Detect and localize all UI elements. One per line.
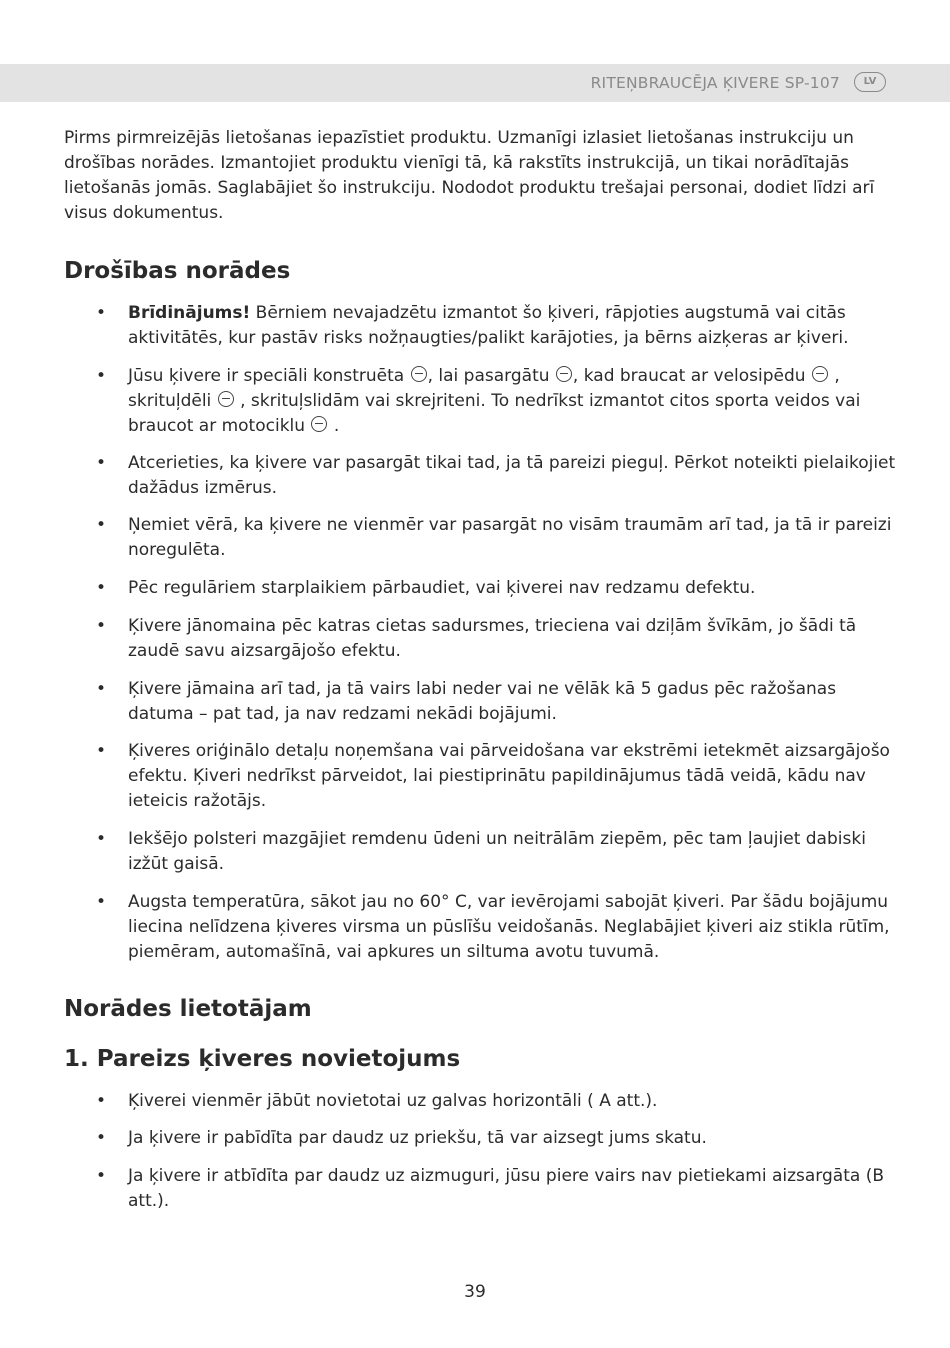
bicycle-helmet-icon (411, 366, 427, 382)
list-item (96, 513, 896, 563)
warning-label: Brīdinājums! (128, 303, 251, 323)
intro-paragraph: Pirms pirmreizējās lietošanas iepazīstiet produktu. Uzmanīgi izlasiet lietošanas instrukciju un drošības norādes. Izmantojiet produktu vienīgi tā, kā rakstīts instrukcijā, un tikai norādītajās lietošanās jomās. Saglabājiet šo instrukciju. Nododot produktu trešajai personai, dodiet līdzi arī visus dokumentus. (64, 128, 875, 223)
item-text: Ja ķivere ir atbīdīta par daudz uz aizmuguri, jūsu piere vairs nav pietiekami aizsargāta (B att.). (128, 1166, 884, 1211)
list-item (96, 576, 896, 601)
item-text: Ķiverei vienmēr jābūt novietotai uz galvas horizontāli ( A att.). (128, 1091, 658, 1111)
item-text: , skrituļdēli (128, 366, 840, 411)
bullet: • (96, 741, 107, 761)
item-text: , kad braucat ar velosipēdu (572, 366, 811, 386)
bullet: • (96, 303, 107, 323)
bullet: • (96, 679, 107, 699)
item-text: , lai pasargātu (427, 366, 555, 386)
head-icon (556, 366, 572, 382)
list-item (96, 614, 896, 664)
bullet: • (96, 616, 107, 636)
list-item (96, 1089, 896, 1114)
list-item (96, 301, 896, 351)
bullet: • (96, 453, 107, 473)
running-header (0, 64, 950, 102)
item-text: Ņemiet vērā, ka ķivere ne vienmēr var pasargāt no visām traumām arī tad, ja tā ir pareizi noregulēta. (128, 515, 892, 560)
item-text: Bērniem nevajadzētu izmantot šo ķiveri, rāpjoties augstumā vai citās aktivitātēs, kur pastāv risks nožņaugties/palikt karājoties, ja bērns aizķeras ar ķiveri. (128, 303, 849, 348)
safety-heading: Drošības norādes (64, 258, 291, 284)
page-number: 39 (464, 1282, 486, 1302)
bullet: • (96, 1091, 107, 1111)
item-text: , skrituļslidām vai skrejriteni. To nedrīkst izmantot citos sporta veidos vai braucot ar motociklu (128, 391, 861, 436)
list-item (96, 451, 896, 501)
language-badge: LV (854, 72, 886, 92)
user-notes-heading: Norādes lietotājam (64, 996, 312, 1022)
item-text: Pēc regulāriem starplaikiem pārbaudiet, vai ķiverei nav redzamu defektu. (128, 578, 756, 598)
bullet: • (96, 515, 107, 535)
item-text: Ķiveres oriģinālo detaļu noņemšana vai pārveidošana var ekstrēmi ietekmēt aizsargājošo efektu. Ķiveri nedrīkst pārveidot, lai piestiprinātu papildinājumus tādā veidā, kādu nav ieteicis ražotājs. (128, 741, 890, 811)
item-text: . (328, 416, 340, 436)
cyclist-icon (812, 366, 828, 382)
item-text: Augsta temperatūra, sākot jau no 60° C, var ievērojami sabojāt ķiveri. Par šādu bojājumu liecina nelīdzena ķiveres virsma un pūslīšu veidošanās. Neglabājiet ķiveri aiz stikla rūtīm, piemēram, automašīnā, vai apkures un siltuma avotu tuvumā. (128, 892, 890, 962)
list-item (96, 890, 896, 965)
section-1-heading: 1. Pareizs ķiveres novietojums (64, 1046, 461, 1072)
bullet: • (96, 578, 107, 598)
list-item (96, 1126, 896, 1151)
list-item (96, 827, 896, 877)
bullet: • (96, 366, 107, 386)
item-text: Atcerieties, ka ķivere var pasargāt tikai tad, ja tā pareizi pieguļ. Pērkot noteikti pielaikojiet dažādus izmērus. (128, 453, 896, 498)
item-text: Ķivere jānomaina pēc katras cietas sadursmes, trieciena vai dziļām švīkām, jo šādi tā zaudē savu aizsargājošo efektu. (128, 616, 857, 661)
item-text: Ja ķivere ir pabīdīta par daudz uz priekšu, tā var aizsegt jums skatu. (128, 1128, 707, 1148)
item-text: Jūsu ķivere ir speciāli konstruēta (128, 366, 410, 386)
skateboard-icon (218, 391, 234, 407)
item-text: Iekšējo polsteri mazgājiet remdenu ūdeni un neitrālām ziepēm, pēc tam ļaujiet dabiski izžūt gaisā. (128, 829, 866, 874)
header-title: RITEŅBRAUCĒJA ĶIVERE SP-107 (590, 74, 840, 92)
bullet: • (96, 892, 107, 912)
bullet: • (96, 829, 107, 849)
bullet: • (96, 1128, 107, 1148)
no-motorcycle-icon (311, 416, 327, 432)
list-item (96, 739, 896, 814)
bullet: • (96, 1166, 107, 1186)
list-item (96, 1164, 896, 1214)
list-item (96, 677, 896, 727)
list-item (96, 364, 896, 439)
item-text: Ķivere jāmaina arī tad, ja tā vairs labi neder vai ne vēlāk kā 5 gadus pēc ražošanas datuma – pat tad, ja nav redzami nekādi bojājumi. (128, 679, 837, 724)
